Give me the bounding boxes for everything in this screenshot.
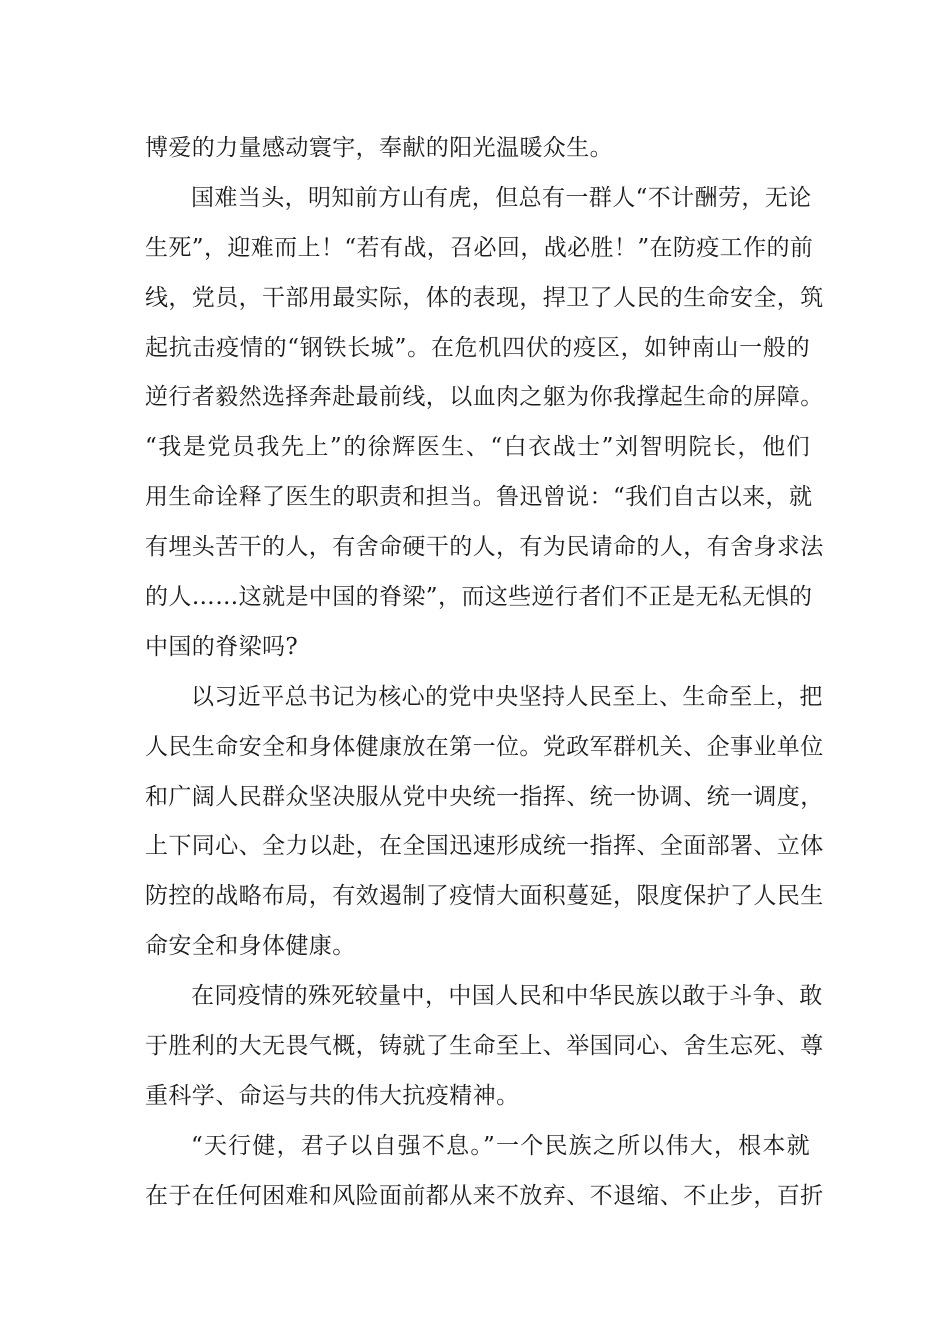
paragraph-line: 命安全和身体健康。 [145,933,356,960]
paragraph-line: “天行健，君子以自强不息。”一个民族之所以伟大，根本就 [191,1132,810,1159]
paragraph-line: 人民生命安全和身体健康放在第一位。党政军群机关、企事业单位 [145,733,824,760]
paragraph-line: 以习近平总书记为核心的党中央坚持人民至上、生命至上，把 [191,683,823,710]
paragraph-line: 防控的战略布局，有效遏制了疫情大面积蔓延，限度保护了人民生 [145,883,824,910]
paragraph-line: 线，党员，干部用最实际，体的表现，捍卫了人民的生命安全，筑 [145,284,824,311]
paragraph-line: 起抗击疫情的“钢铁长城”。在危机四伏的疫区，如钟南山一般的 [145,334,810,361]
paragraph-line: 于胜利的大无畏气概，铸就了生命至上、举国同心、舍生忘死、尊 [145,1033,824,1060]
paragraph-line: 生死”，迎难而上！“若有战，召必回，战必胜！”在防疫工作的前 [145,234,814,261]
paragraph-line: 国难当头，明知前方山有虎，但总有一群人“不计酬劳，无论 [191,184,812,211]
paragraph-line: 用生命诠释了医生的职责和担当。鲁迅曾说：“我们自古以来，就 [145,484,813,511]
paragraph-line: 逆行者毅然选择奔赴最前线，以血肉之躯为你我撑起生命的屏障。 [145,384,824,411]
paragraph-line: 在同疫情的殊死较量中，中国人民和中华民族以敢于斗争、敢 [191,983,823,1010]
paragraph-line: 的人……这就是中国的脊梁”，而这些逆行者们不正是无私无惧的 [145,584,813,611]
paragraph-line: 重科学、命运与共的伟大抗疫精神。 [145,1082,520,1109]
paragraph-line: “我是党员我先上”的徐辉医生、“白衣战士”刘智明院长，他们 [145,434,810,461]
paragraph-line: 和广阔人民群众坚决服从党中央统一指挥、统一协调、统一调度， [145,783,824,810]
paragraph-line: 中国的脊梁吗? [145,633,299,660]
paragraph-line: 上下同心、全力以赴，在全国迅速形成统一指挥、全面部署、立体 [145,833,824,860]
document-body [145,124,824,1222]
paragraph-line: 博爱的力量感动寰宇，奉献的阳光温暖众生。 [145,135,613,161]
paragraph-line: 有埋头苦干的人，有舍命硬干的人，有为民请命的人，有舍身求法 [145,534,824,561]
paragraph-line: 在于在任何困难和风险面前都从来不放弃、不退缩、不止步，百折 [145,1182,824,1209]
